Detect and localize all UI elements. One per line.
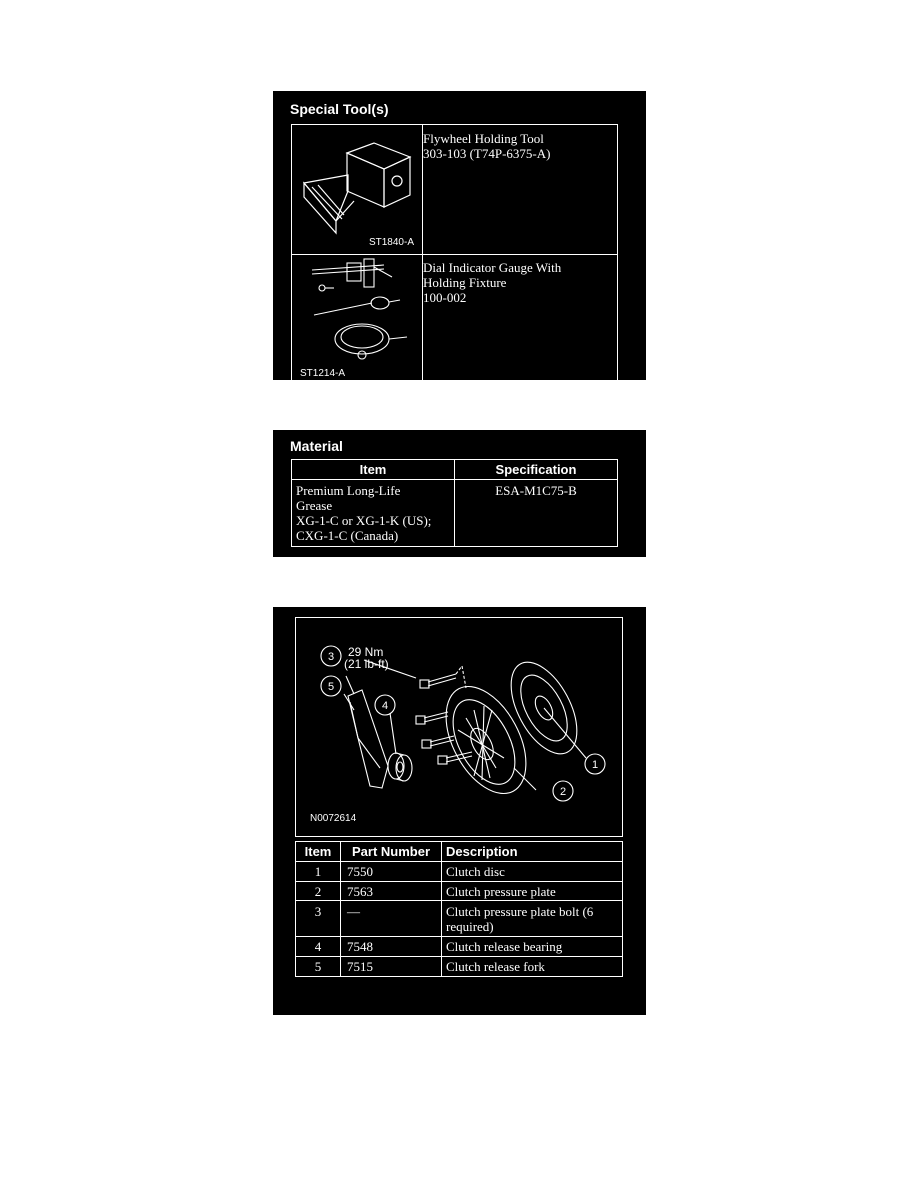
item-cell: 4 bbox=[296, 937, 341, 957]
callout-label-5: 5 bbox=[327, 681, 335, 693]
tool-name-line: Dial Indicator Gauge With bbox=[423, 260, 562, 275]
description-cell: Clutch pressure plate bbox=[442, 882, 623, 901]
part-number-cell: 7548 bbox=[341, 937, 442, 957]
table-header-row bbox=[296, 842, 623, 862]
torque-value-imperial: (21 lb-ft) bbox=[344, 657, 389, 671]
tool-description-cell bbox=[423, 125, 618, 255]
flywheel-holding-tool-icon bbox=[292, 125, 422, 249]
material-spec-cell: ESA-M1C75-B bbox=[455, 480, 618, 547]
special-tools-table bbox=[291, 124, 618, 386]
table-row bbox=[296, 882, 623, 901]
table-row bbox=[296, 957, 623, 977]
description-cell: Clutch disc bbox=[442, 862, 623, 882]
item-cell: 3 bbox=[296, 901, 341, 937]
column-header-item: Item bbox=[296, 842, 341, 862]
material-item-line: XG-1-C or XG-1-K (US); bbox=[296, 513, 432, 528]
table-row bbox=[292, 255, 618, 386]
description-cell: Clutch release fork bbox=[442, 957, 623, 977]
figure-id: N0072614 bbox=[310, 813, 357, 824]
item-cell: 2 bbox=[296, 882, 341, 901]
column-header-item: Item bbox=[292, 460, 455, 480]
dial-indicator-gauge-icon bbox=[292, 255, 422, 380]
callout-label-3: 3 bbox=[327, 651, 335, 663]
material-item-line: Premium Long-Life bbox=[296, 483, 401, 498]
part-number-cell: — bbox=[341, 901, 442, 937]
description-line: Clutch pressure plate bolt (6 bbox=[446, 904, 594, 919]
clutch-diagram-panel bbox=[273, 607, 646, 1015]
description-cell: Clutch release bearing bbox=[442, 937, 623, 957]
description-cell bbox=[442, 901, 623, 937]
part-number-cell: 7563 bbox=[341, 882, 442, 901]
callout-label-1: 1 bbox=[591, 759, 599, 771]
material-table bbox=[291, 459, 618, 547]
item-cell: 1 bbox=[296, 862, 341, 882]
tool-caption: ST1214-A bbox=[300, 368, 346, 379]
callout-label-2: 2 bbox=[559, 786, 567, 798]
parts-table bbox=[295, 841, 623, 977]
column-header-description: Description bbox=[442, 842, 623, 862]
special-tools-panel bbox=[273, 91, 646, 380]
tool-name-line: Flywheel Holding Tool bbox=[423, 131, 544, 146]
column-header-specification: Specification bbox=[455, 460, 618, 480]
tool-image-cell bbox=[292, 255, 423, 386]
table-row bbox=[296, 901, 623, 937]
special-tools-title: Special Tool(s) bbox=[290, 101, 389, 117]
table-row bbox=[292, 480, 618, 547]
part-number-cell: 7550 bbox=[341, 862, 442, 882]
material-item-line: CXG-1-C (Canada) bbox=[296, 528, 399, 543]
table-header-row bbox=[292, 460, 618, 480]
tool-caption: ST1840-A bbox=[368, 237, 414, 248]
material-item-line: Grease bbox=[296, 498, 333, 513]
callout-label-4: 4 bbox=[381, 700, 389, 712]
exploded-view-frame bbox=[295, 617, 623, 837]
table-row bbox=[292, 125, 618, 255]
table-row bbox=[296, 862, 623, 882]
torque-value: 29 Nm bbox=[348, 645, 384, 659]
column-header-part-number: Part Number bbox=[341, 842, 442, 862]
material-panel bbox=[273, 430, 646, 557]
material-title: Material bbox=[290, 438, 343, 454]
clutch-exploded-view bbox=[296, 618, 622, 836]
table-row bbox=[296, 937, 623, 957]
tool-description-cell bbox=[423, 255, 618, 386]
tool-image-cell bbox=[292, 125, 423, 255]
part-number-cell: 7515 bbox=[341, 957, 442, 977]
tool-number-line: 303-103 (T74P-6375-A) bbox=[423, 146, 551, 161]
material-item-cell bbox=[292, 480, 455, 547]
item-cell: 5 bbox=[296, 957, 341, 977]
description-line: required) bbox=[446, 919, 494, 934]
tool-number-line: 100-002 bbox=[423, 290, 467, 305]
tool-name-line: Holding Fixture bbox=[423, 275, 507, 290]
